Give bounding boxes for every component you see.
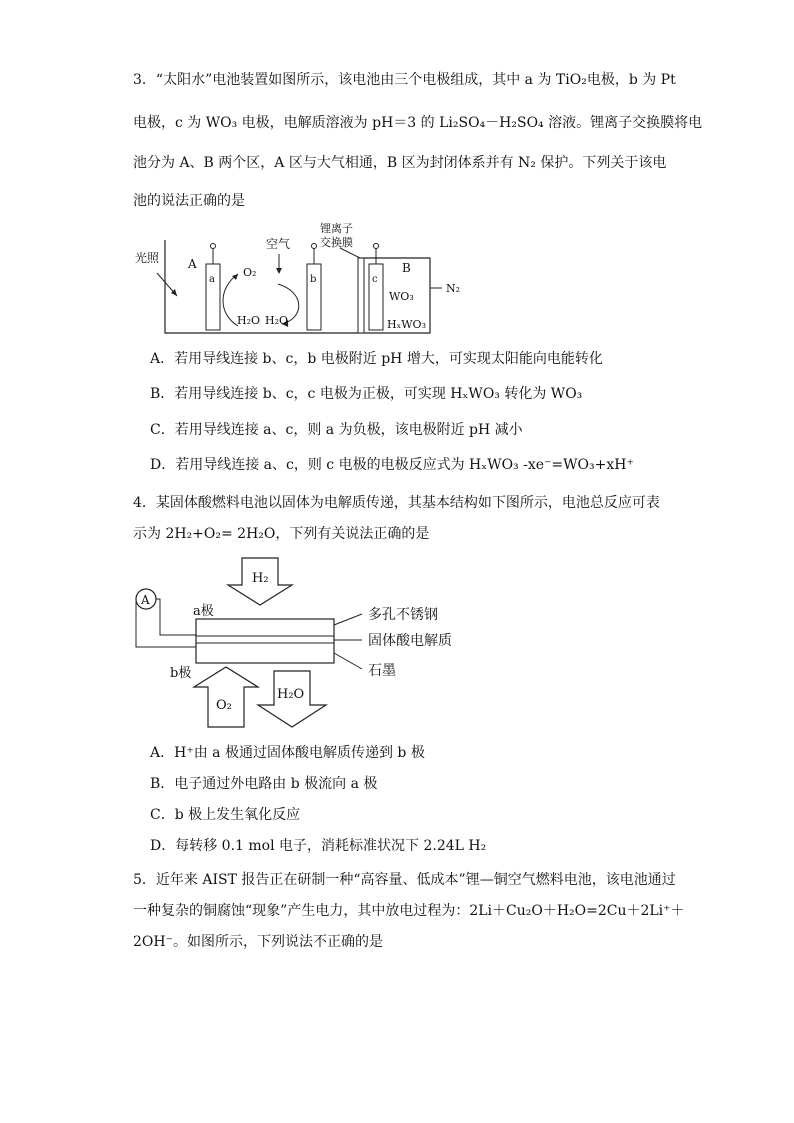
q4-option-b: B．电子通过外电路由 b 极流向 a 极: [150, 776, 378, 792]
q3-stem-line1: 3．“太阳水”电池装置如图所示，该电池由三个电极组成，其中 a 为 TiO₂电极，b 为 Pt: [133, 72, 676, 88]
q4-option-d: D．每转移 0.1 mol 电子，消耗标准状况下 2.24L H₂: [150, 838, 487, 854]
q3-n2-label: N₂: [446, 282, 461, 295]
q4-pole-b-label: b极: [170, 666, 192, 681]
q5-stem-line1: 5．近年来 AIST 报告正在研制一种“高容量、低成本”锂—铜空气燃料电池，该电池通过: [133, 872, 676, 888]
q3-option-c: C．若用导线连接 a、c，则 a 为负极，该电极附近 pH 减小: [150, 422, 523, 438]
q3-h2o-label-1: H₂O: [237, 314, 261, 327]
q3-option-b: B．若用导线连接 b、c，c 电极为正极，可实现 HₓWO₃ 转化为 WO₃: [150, 386, 583, 402]
q3-option-d: D．若用导线连接 a、c，则 c 电极的电极反应式为 HₓWO₃ -xe⁻=WO₃+xH⁺: [150, 457, 634, 473]
q3-membrane-label-2: 交换膜: [320, 236, 353, 249]
q3-diagram: [130, 218, 470, 338]
q3-h2o-label-2: H₂O: [265, 314, 289, 327]
q3-elec-a-label: a: [209, 274, 215, 285]
q4-diagram: [130, 555, 470, 733]
q4-label-steel: 多孔不锈钢: [368, 607, 438, 623]
q3-stem-line2: 电极，c 为 WO₃ 电极，电解质溶液为 pH＝3 的 Li₂SO₄－H₂SO₄ 溶液。锂离子交换膜将电: [133, 115, 703, 131]
q4-o2-label: O₂: [216, 698, 232, 713]
q3-zone-a: A: [188, 257, 197, 271]
q4-label-electrolyte: 固体酸电解质: [368, 633, 452, 649]
q4-pole-a-label: a极: [193, 604, 214, 619]
q3-wo3-label: WO₃: [389, 290, 414, 303]
q4-h2o-label: H₂O: [277, 687, 305, 702]
q4-h2-label: H₂: [252, 571, 269, 586]
q4-label-graphite: 石墨: [368, 663, 396, 679]
q5-stem-line3: 2OH⁻。如图所示，下列说法不正确的是: [133, 934, 383, 950]
q4-option-c: C．b 极上发生氧化反应: [150, 807, 301, 823]
q4-option-a: A．H⁺由 a 极通过固体酸电解质传递到 b 极: [150, 745, 425, 761]
q3-zone-b: B: [402, 261, 411, 275]
q3-membrane-label-1: 锂离子: [320, 222, 353, 235]
q4-stem-line2: 示为 2H₂+O₂= 2H₂O，下列有关说法正确的是: [133, 526, 430, 542]
q3-hxwo3-label: HₓWO₃: [387, 318, 426, 331]
q3-air-label: 空气: [266, 237, 291, 251]
electrode-a: [206, 244, 220, 331]
q3-stem-line4: 池的说法正确的是: [133, 193, 245, 209]
q3-elec-c-label: c: [372, 274, 378, 285]
electrode-b: [307, 244, 321, 331]
q3-light-label: 光照: [135, 251, 160, 265]
q3-o2-label: O₂: [243, 266, 257, 279]
q3-option-a: A．若用导线连接 b、c，b 电极附近 pH 增大，可实现太阳能向电能转化: [150, 351, 603, 367]
q4-stem-line1: 4．某固体酸燃料电池以固体为电解质传递，其基本结构如下图所示，电池总反应可表: [133, 495, 660, 511]
electrode-c: [369, 244, 383, 331]
q3-elec-b-label: b: [310, 274, 317, 285]
q5-stem-line2: 一种复杂的铜腐蚀“现象”产生电力，其中放电过程为：2Li＋Cu₂O＋H₂O=2Cu＋2Li⁺＋: [133, 903, 685, 919]
q3-stem-line3: 池分为 A、B 两个区，A 区与大气相通，B 区为封闭体系并有 N₂ 保护。下列关于该电: [133, 155, 667, 171]
q4-ammeter-label: A: [141, 593, 150, 607]
